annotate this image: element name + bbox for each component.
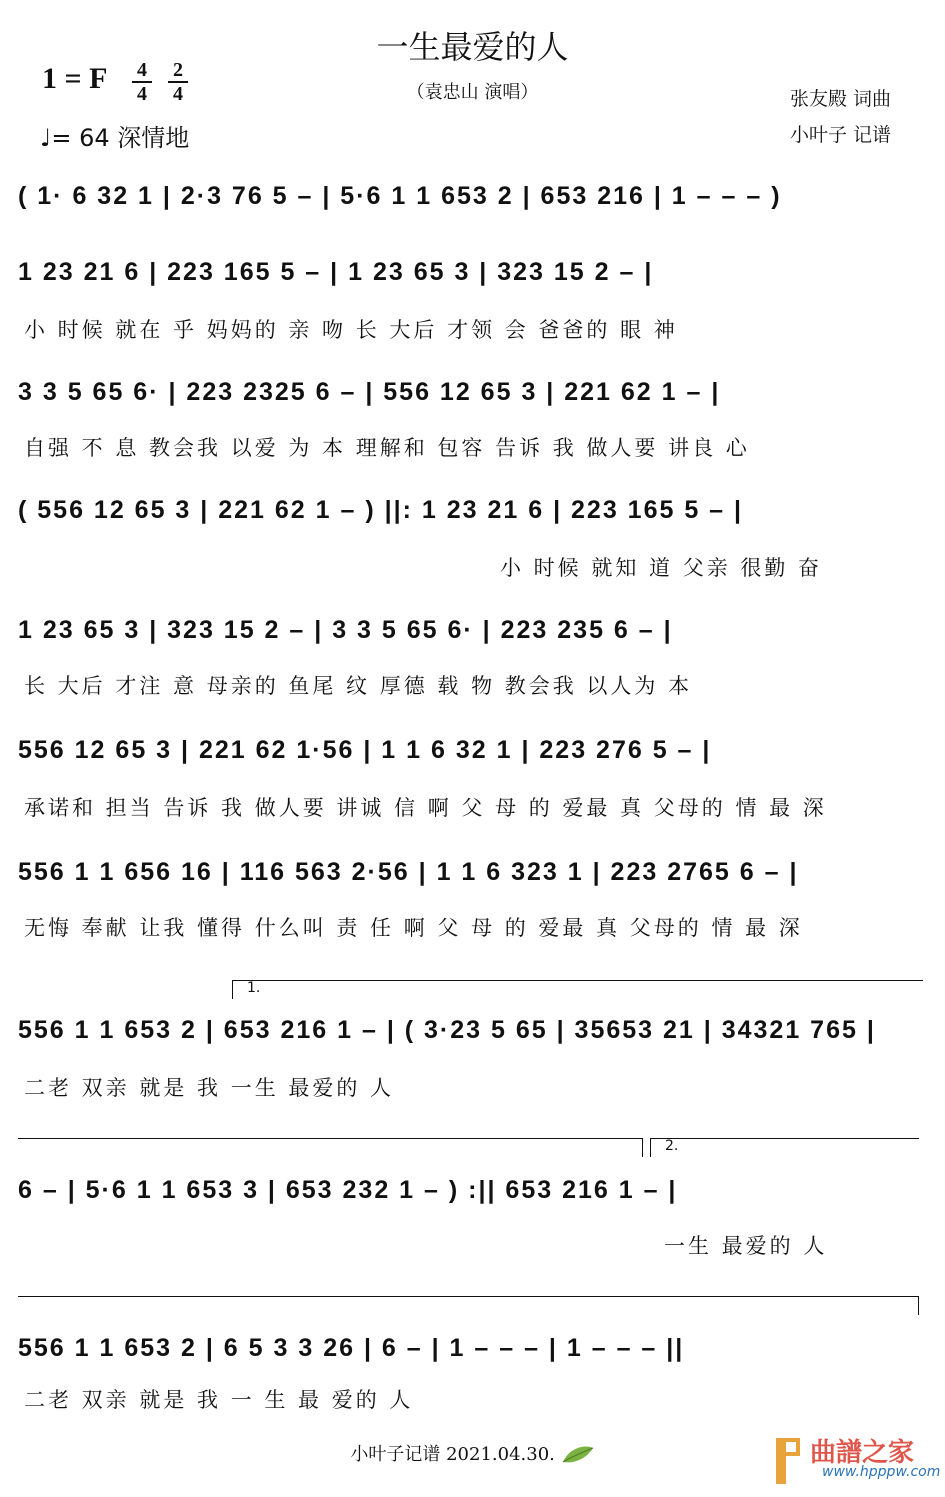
lyric-line-7: 无悔 奉献 让我 懂得 什么叫 责 任 啊 父 母 的 爱最 真 父母的 情 最 深 [24,916,803,940]
volta-bracket-2: 2. [650,1138,919,1157]
logo-url[interactable]: www.hpppw.com [822,1464,941,1480]
lyric-line-6: 承诺和 担当 告诉 我 做人要 讲诚 信 啊 父 母 的 爱最 真 父母的 情 最 深 [24,796,827,820]
notation-line-3: 3 3 5 65 6· | 223 2325 6 – | 556 12 65 3 | 221 62 1 – | [18,378,721,406]
notation-line-6: 556 12 65 3 | 221 62 1·56 | 1 1 6 32 1 | 223 276 5 – | [18,736,712,764]
lyric-line-5: 长 大后 才注 意 母亲的 鱼尾 纹 厚德 载 物 教会我 以人为 本 [24,674,693,698]
logo-mark-icon [770,1432,806,1488]
lyric-line-9: 一生 最爱的 人 [664,1234,828,1258]
volta-bracket-2-continued [18,1296,919,1315]
key-signature: 1 = F [42,62,108,95]
lyric-line-8: 二老 双亲 就是 我 一生 最爱的 人 [24,1076,395,1100]
tempo-marking: ♩= 64 深情地 [40,124,190,152]
volta-bracket-1-continued [18,1138,643,1157]
song-title: 一生最爱的人 [376,28,569,66]
quarter-note-icon: ♩ [40,124,52,152]
singer-credit: （袁忠山 演唱） [406,82,539,103]
logo-name: 曲譜之家 [810,1438,915,1468]
lyric-line-4: 小 时候 就知 道 父亲 很勤 奋 [500,556,823,580]
lyric-line-3: 自强 不 息 教会我 以爱 为 本 理解和 包容 告诉 我 做人要 讲良 心 [24,436,750,460]
footer-transcription-note: 小叶子记谱 2021.04.30. [0,1440,945,1466]
time-signature-4-4: 4 4 [132,60,152,104]
notation-line-7: 556 1 1 656 16 | 116 563 2·56 | 1 1 6 323 1 | 223 2765 6 – | [18,858,799,886]
notation-line-2: 1 23 21 6 | 223 165 5 – | 1 23 65 3 | 323 15 2 – | [18,258,654,286]
composer-credit: 张友殿 词曲 [790,88,892,110]
notation-line-5: 1 23 65 3 | 323 15 2 – | 3 3 5 65 6· | 223 235 6 – | [18,616,673,644]
volta-bracket-1: 1. [232,980,923,999]
notation-line-4: ( 556 12 65 3 | 221 62 1 – ) ||: 1 23 21 6 | 223 165 5 – | [18,496,744,524]
notation-line-1: ( 1· 6 32 1 | 2·3 76 5 – | 5·6 1 1 653 2 | 653 216 | 1 – – – ) [18,182,782,210]
lyric-line-2: 小 时候 就在 乎 妈妈的 亲 吻 长 大后 才领 会 爸爸的 眼 神 [24,318,678,342]
notation-line-10: 556 1 1 653 2 | 6 5 3 3 26 | 6 – | 1 – – – | 1 – – – || [18,1334,685,1362]
notation-line-9: 6 – | 5·6 1 1 653 3 | 653 232 1 – ) :|| 653 216 1 – | [18,1176,678,1204]
lyric-line-10: 二老 双亲 就是 我 一 生 最 爱的 人 [24,1388,414,1412]
transcriber-credit: 小叶子 记谱 [790,124,892,146]
site-logo[interactable] [770,1430,941,1490]
notation-line-8: 556 1 1 653 2 | 653 216 1 – | ( 3·23 5 65 | 35653 21 | 34321 765 | [18,1016,876,1044]
leaf-icon [561,1444,595,1466]
time-signature-2-4: 2 4 [168,60,188,104]
